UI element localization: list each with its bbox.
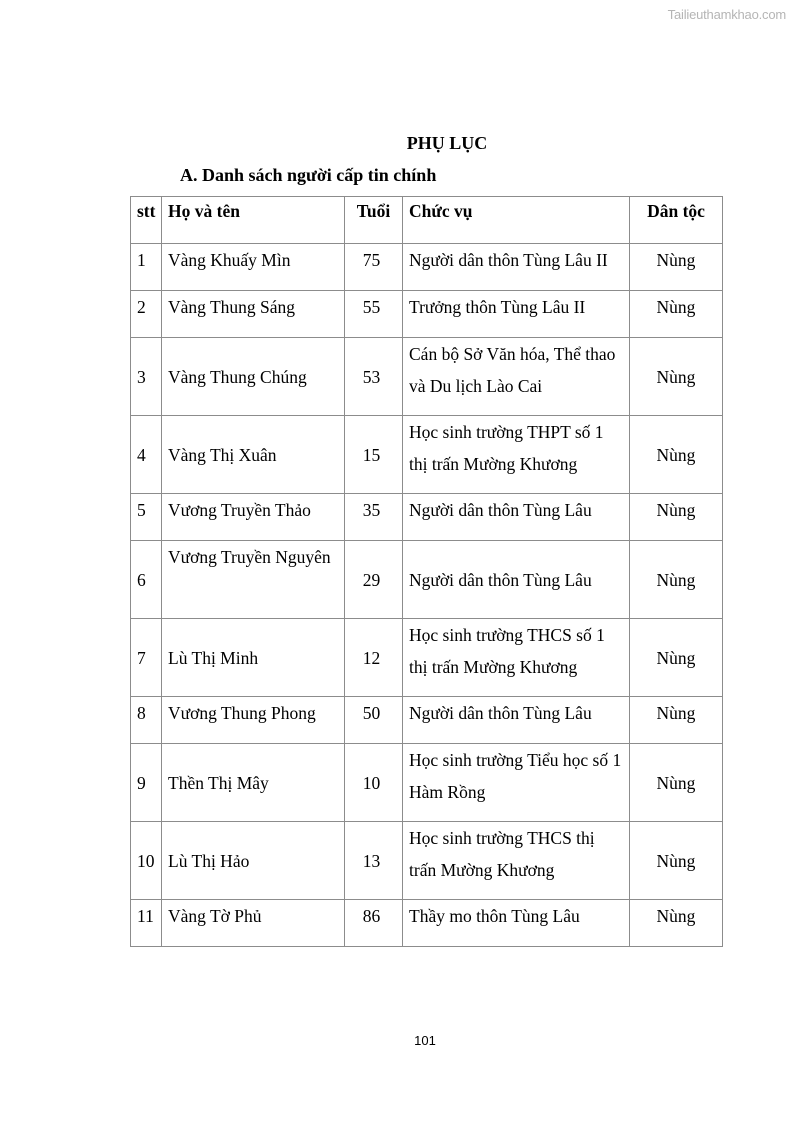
cell-role: Người dân thôn Tùng Lâu: [403, 494, 630, 541]
header-name: Họ và tên: [162, 197, 345, 244]
header-stt: stt: [131, 197, 162, 244]
cell-name: Vàng Thị Xuân: [162, 416, 345, 494]
informant-table: [130, 196, 723, 947]
cell-role: Học sinh trường THCS thị trấn Mường Khương: [403, 822, 630, 900]
cell-name: Vương Truyền Nguyên: [162, 541, 345, 619]
cell-stt: 8: [131, 697, 162, 744]
cell-name: Vàng Thung Chúng: [162, 338, 345, 416]
table-row: [131, 697, 723, 744]
cell-ethnicity: Nùng: [630, 494, 723, 541]
table-row: [131, 416, 723, 494]
cell-age: 53: [345, 338, 403, 416]
cell-role: Cán bộ Sở Văn hóa, Thể thao và Du lịch Lào Cai: [403, 338, 630, 416]
table-row: [131, 291, 723, 338]
cell-age: 15: [345, 416, 403, 494]
cell-stt: 5: [131, 494, 162, 541]
cell-stt: 2: [131, 291, 162, 338]
cell-stt: 3: [131, 338, 162, 416]
cell-stt: 6: [131, 541, 162, 619]
cell-age: 55: [345, 291, 403, 338]
header-ethnicity: Dân tộc: [630, 197, 723, 244]
cell-name: Vương Truyền Thảo: [162, 494, 345, 541]
table-row: [131, 900, 723, 947]
cell-ethnicity: Nùng: [630, 244, 723, 291]
cell-age: 12: [345, 619, 403, 697]
page-title: PHỤ LỤC: [406, 133, 488, 153]
cell-name: Vàng Tờ Phủ: [162, 900, 345, 947]
cell-ethnicity: Nùng: [630, 822, 723, 900]
cell-name: Lù Thị Hảo: [162, 822, 345, 900]
cell-age: 50: [345, 697, 403, 744]
cell-ethnicity: Nùng: [630, 744, 723, 822]
cell-age: 35: [345, 494, 403, 541]
cell-ethnicity: Nùng: [630, 291, 723, 338]
cell-name: Lù Thị Minh: [162, 619, 345, 697]
cell-role: Trưởng thôn Tùng Lâu II: [403, 291, 630, 338]
cell-ethnicity: Nùng: [630, 338, 723, 416]
cell-ethnicity: Nùng: [630, 416, 723, 494]
cell-stt: 9: [131, 744, 162, 822]
section-heading: A. Danh sách người cấp tin chính: [180, 165, 437, 185]
table-row: [131, 244, 723, 291]
cell-name: Thền Thị Mây: [162, 744, 345, 822]
cell-ethnicity: Nùng: [630, 619, 723, 697]
cell-age: 13: [345, 822, 403, 900]
table-row: [131, 541, 723, 619]
cell-role: Học sinh trường Tiểu học số 1 Hàm Rồng: [403, 744, 630, 822]
cell-stt: 7: [131, 619, 162, 697]
cell-ethnicity: Nùng: [630, 900, 723, 947]
cell-age: 29: [345, 541, 403, 619]
table-row: [131, 338, 723, 416]
watermark: Tailieuthamkhao.com: [667, 7, 786, 22]
cell-ethnicity: Nùng: [630, 697, 723, 744]
header-age: Tuổi: [345, 197, 403, 244]
cell-role: Người dân thôn Tùng Lâu II: [403, 244, 630, 291]
table-row: [131, 619, 723, 697]
cell-role: Người dân thôn Tùng Lâu: [403, 541, 630, 619]
table-row: [131, 744, 723, 822]
header-role: Chức vụ: [403, 197, 630, 244]
table-header-row: [131, 197, 723, 244]
cell-stt: 11: [131, 900, 162, 947]
table-row: [131, 494, 723, 541]
cell-age: 10: [345, 744, 403, 822]
cell-ethnicity: Nùng: [630, 541, 723, 619]
table-row: [131, 822, 723, 900]
cell-name: Vàng Thung Sáng: [162, 291, 345, 338]
cell-role: Học sinh trường THCS số 1 thị trấn Mường Khương: [403, 619, 630, 697]
cell-role: Học sinh trường THPT số 1 thị trấn Mường Khương: [403, 416, 630, 494]
cell-role: Người dân thôn Tùng Lâu: [403, 697, 630, 744]
page-number: 101: [414, 1033, 436, 1048]
cell-stt: 4: [131, 416, 162, 494]
cell-name: Vương Thung Phong: [162, 697, 345, 744]
cell-age: 86: [345, 900, 403, 947]
cell-role: Thầy mo thôn Tùng Lâu: [403, 900, 630, 947]
cell-stt: 10: [131, 822, 162, 900]
cell-age: 75: [345, 244, 403, 291]
cell-stt: 1: [131, 244, 162, 291]
cell-name: Vàng Khuấy Mìn: [162, 244, 345, 291]
